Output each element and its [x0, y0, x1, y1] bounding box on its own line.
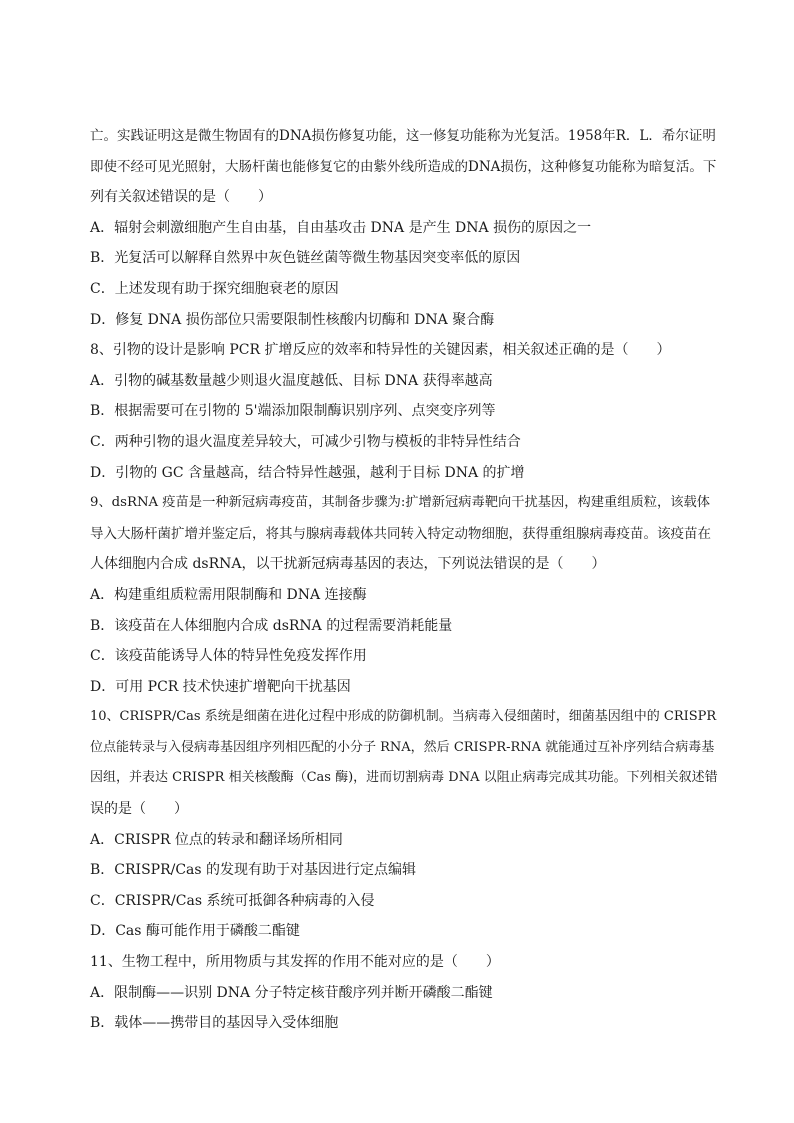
- text-line: 位点能转录与入侵病毒基因组序列相匹配的小分子 RNA，然后 CRISPR-RNA 就能通过互补序列结合病毒基: [90, 739, 715, 755]
- question-line: 10、CRISPR/Cas 系统是细菌在进化过程中形成的防御机制。当病毒入侵细菌时，细菌基因组中的 CRISPR: [90, 709, 717, 725]
- text-line: 亡。实践证明这是微生物固有的DNA损伤修复功能，这一修复功能称为光复活。1958年R．L．希尔证明: [90, 128, 716, 144]
- text-line: 人体细胞内合成 dsRNA，以干扰新冠病毒基因的表达，下列说法错误的是（ ）: [90, 556, 606, 573]
- text-line: 因组，并表达 CRISPR 相关核酸酶（Cas 酶)，进而切割病毒 DNA 以阻止病毒完成其功能。下列相关叙述错: [90, 770, 718, 786]
- option-line: C．CRISPR/Cas 系统可抵御各种病毒的入侵: [90, 892, 375, 909]
- text-line: 列有关叙述错误的是（ ）: [90, 189, 272, 206]
- option-line: A．辐射会刺激细胞产生自由基，自由基攻击 DNA 是产生 DNA 损伤的原因之一: [90, 219, 592, 236]
- text-line: 误的是（ ）: [90, 801, 188, 818]
- question-line: 11、生物工程中，所用物质与其发挥的作用不能对应的是（ ）: [90, 954, 500, 971]
- option-line: C．两种引物的退火温度差异较大，可减少引物与模板的非特异性结合: [90, 433, 521, 450]
- option-line: C．上述发现有助于探究细胞衰老的原因: [90, 280, 339, 297]
- option-line: B．根据需要可在引物的 5'端添加限制酶识别序列、点突变序列等: [90, 403, 496, 420]
- option-line: A．CRISPR 位点的转录和翻译场所相同: [90, 831, 343, 848]
- option-line: B．光复活可以解释自然界中灰色链丝菌等微生物基因突变率低的原因: [90, 250, 521, 267]
- option-line: A．限制酶——识别 DNA 分子特定核苷酸序列并断开磷酸二酯键: [90, 984, 493, 1001]
- option-line: B．载体——携带目的基因导入受体细胞: [90, 1015, 339, 1032]
- option-line: D．Cas 酶可能作用于磷酸二酯键: [90, 923, 300, 940]
- option-line: D．引物的 GC 含量越高，结合特异性越强，越利于目标 DNA 的扩增: [90, 464, 525, 481]
- option-line: D．可用 PCR 技术快速扩增靶向干扰基因: [90, 678, 351, 695]
- option-line: A．引物的碱基数量越少则退火温度越低、目标 DNA 获得率越高: [90, 372, 493, 389]
- text-line: 即使不经可见光照射，大肠杆菌也能修复它的由紫外线所造成的DNA损伤，这种修复功能称为暗复活。下: [90, 158, 717, 175]
- option-line: A．构建重组质粒需用限制酶和 DNA 连接酶: [90, 586, 367, 603]
- option-line: B．该疫苗在人体细胞内合成 dsRNA 的过程需要消耗能量: [90, 617, 453, 634]
- document-page: [90, 126, 720, 1044]
- option-line: D．修复 DNA 损伤部位只需要限制性核酸内切酶和 DNA 聚合酶: [90, 311, 495, 328]
- question-line: 9、dsRNA 疫苗是一种新冠病毒疫苗，其制备步骤为:扩增新冠病毒靶向干扰基因，构建重组质粒，该载体: [90, 495, 711, 511]
- text-line: 导入大肠杆菌扩增并鉴定后，将其与腺病毒载体共同转入特定动物细胞，获得重组腺病毒疫苗。该疫苗在: [90, 525, 711, 542]
- question-line: 8、引物的设计是影响 PCR 扩增反应的效率和特异性的关键因素，相关叙述正确的是（ ）: [90, 342, 671, 359]
- option-line: C．该疫苗能诱导人体的特异性免疫发挥作用: [90, 648, 367, 665]
- option-line: B．CRISPR/Cas 的发现有助于对基因进行定点编辑: [90, 862, 417, 879]
